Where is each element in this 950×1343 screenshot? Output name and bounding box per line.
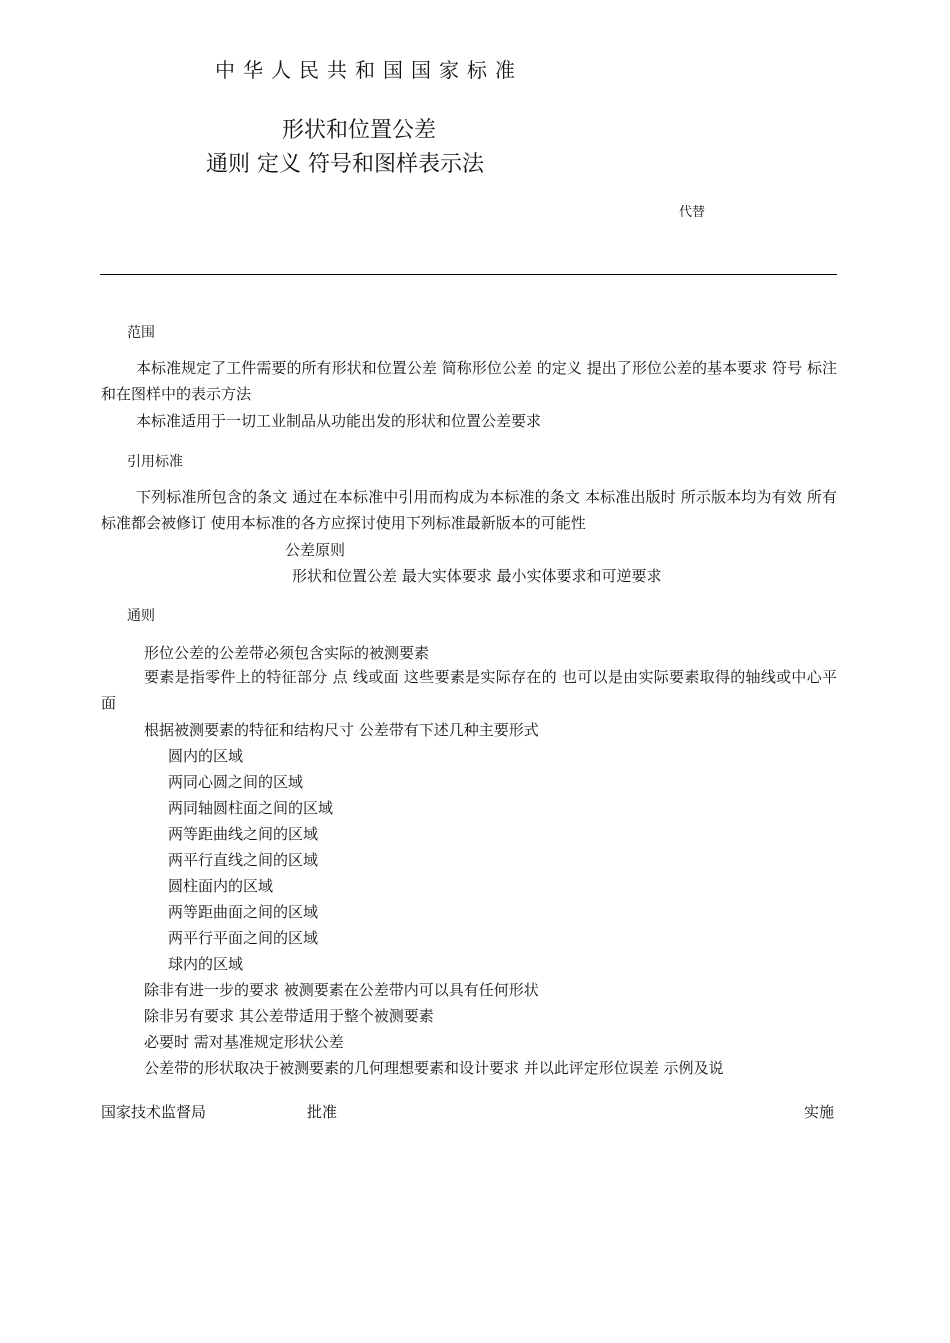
reference-item-2: 形状和位置公差 最大实体要求 最小实体要求和可逆要求 <box>292 567 662 585</box>
title-line-1: 形状和位置公差 <box>282 118 437 143</box>
scope-paragraph-2: 本标准适用于一切工业制品从功能出发的形状和位置公差要求 <box>136 412 542 430</box>
header-divider <box>100 274 837 275</box>
replaces-label: 代替 <box>679 205 706 220</box>
zone-item: 两等距曲面之间的区域 <box>168 903 319 921</box>
title-line-2: 通则 定义 符号和图样表示法 <box>206 152 484 177</box>
scope-paragraph-1: 本标准规定了工件需要的所有形状和位置公差 简称形位公差 的定义 提出了形位公差的基本要求 符号 标注和在图样中的表示方法 <box>101 359 837 403</box>
general-item-1: 形位公差的公差带必须包含实际的被测要素 <box>144 644 430 662</box>
general-item-4: 除非有进一步的要求 被测要素在公差带内可以具有任何形状 <box>144 981 539 999</box>
zone-item: 圆柱面内的区域 <box>168 877 274 895</box>
general-item-2: 要素是指零件上的特征部分 点 线或面 这些要素是实际存在的 也可以是由实际要素取得的轴线或中心平面 <box>101 668 837 712</box>
zone-item: 两平行直线之间的区域 <box>168 851 319 869</box>
zone-item: 圆内的区域 <box>168 747 244 765</box>
general-item-3: 根据被测要素的特征和结构尺寸 公差带有下述几种主要形式 <box>144 721 539 739</box>
general-item-5: 除非另有要求 其公差带适用于整个被测要素 <box>144 1007 434 1025</box>
section-heading-general: 通则 <box>127 608 155 624</box>
national-standard-header: 中华人民共和国国家标准 <box>215 58 523 82</box>
zone-item: 两平行平面之间的区域 <box>168 929 319 947</box>
zone-item: 球内的区域 <box>168 955 244 973</box>
footer-approved: 批准 <box>307 1103 338 1121</box>
zone-item: 两等距曲线之间的区域 <box>168 825 319 843</box>
footer-issuer: 国家技术监督局 <box>101 1103 207 1121</box>
section-heading-scope: 范围 <box>127 325 155 341</box>
references-paragraph: 下列标准所包含的条文 通过在本标准中引用而构成为本标准的条文 本标准出版时 所示版本均为有效 所有标准都会被修订 使用本标准的各方应探讨使用下列标准最新版本的可能性 <box>101 488 837 532</box>
zone-item: 两同轴圆柱面之间的区域 <box>168 799 334 817</box>
general-item-6: 必要时 需对基准规定形状公差 <box>144 1033 344 1051</box>
section-heading-references: 引用标准 <box>127 454 183 470</box>
zone-item: 两同心圆之间的区域 <box>168 773 304 791</box>
reference-item-1: 公差原则 <box>285 541 346 559</box>
footer-implemented: 实施 <box>804 1103 835 1121</box>
general-item-7: 公差带的形状取决于被测要素的几何理想要素和设计要求 并以此评定形位误差 示例及说 <box>144 1059 724 1077</box>
